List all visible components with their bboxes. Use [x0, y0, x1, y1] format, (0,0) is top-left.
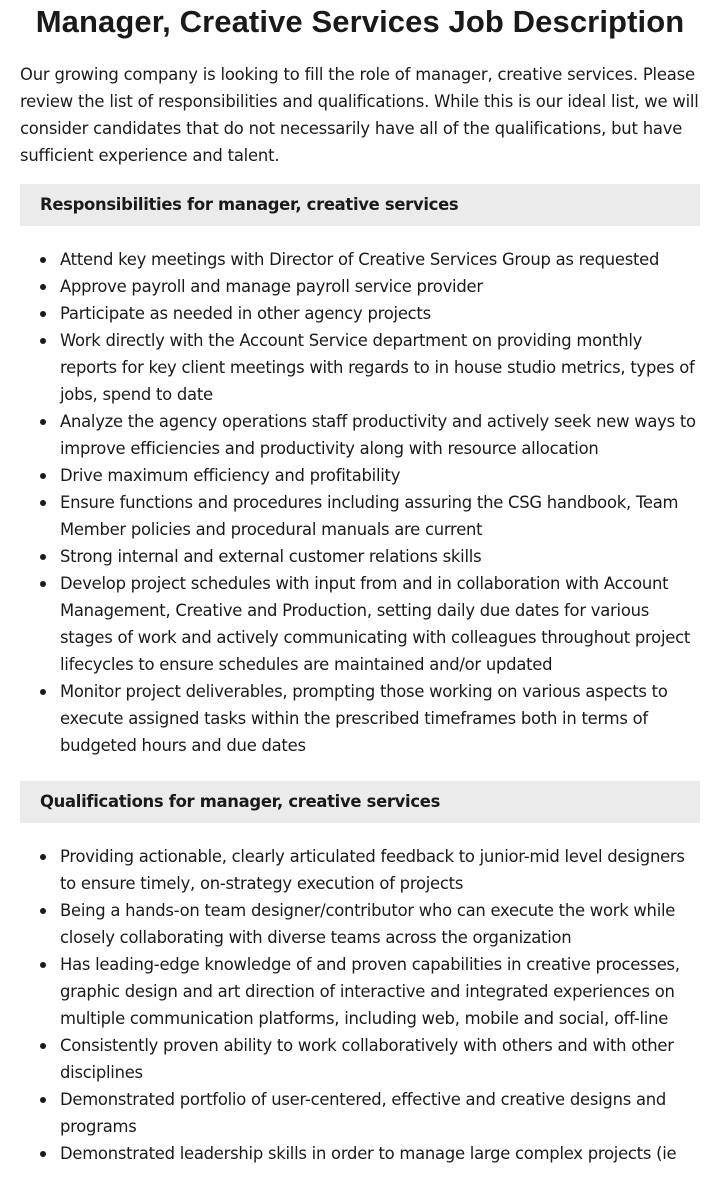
page-title: Manager, Creative Services Job Description [35, 4, 685, 39]
list-item: Monitor project deliverables, prompting those working on various aspects to execute assigned tasks within the prescribed timeframes both in terms of budgeted hours and due dates [20, 678, 700, 759]
list-item: Has leading-edge knowledge of and proven capabilities in creative processes, graphic design and art direction of interactive and integrated experiences on multiple communication platforms, including web, mobile and social, off-line [20, 951, 700, 1032]
intro-paragraph: Our growing company is looking to fill the role of manager, creative services. Please review the list of responsibilities and qualifications. While this is our ideal list, we will consider candidates that do not necessarily have all of the qualifications, but have sufficient experience and talent. [20, 65, 699, 165]
list-item: Approve payroll and manage payroll service provider [20, 273, 700, 300]
list-item: Attend key meetings with Director of Creative Services Group as requested [20, 246, 700, 273]
list-item: Drive maximum efficiency and profitability [20, 462, 700, 489]
list-item: Work directly with the Account Service department on providing monthly reports for key client meetings with regards to in house studio metrics, types of jobs, spend to date [20, 327, 700, 408]
list-item: Develop project schedules with input from and in collaboration with Account Management, Creative and Production, setting daily due dates for various stages of work and actively communicating with colleagues throughout project lifecycles to ensure schedules are maintained and/or updated [20, 570, 700, 678]
list-item: Demonstrated leadership skills in order to manage large complex projects (ie [20, 1140, 700, 1167]
list-item: Ensure functions and procedures including assuring the CSG handbook, Team Member policies and procedural manuals are current [20, 489, 700, 543]
qualifications-heading: Qualifications for manager, creative services [20, 781, 700, 823]
responsibilities-heading: Responsibilities for manager, creative services [20, 184, 700, 226]
list-item: Participate as needed in other agency projects [20, 300, 700, 327]
list-item: Being a hands-on team designer/contributor who can execute the work while closely collaborating with diverse teams across the organization [20, 897, 700, 951]
list-item: Demonstrated portfolio of user-centered, effective and creative designs and programs [20, 1086, 700, 1140]
list-item: Analyze the agency operations staff productivity and actively seek new ways to improve efficiencies and productivity along with resource allocation [20, 408, 700, 462]
qualifications-list [20, 843, 700, 1167]
list-item: Consistently proven ability to work collaboratively with others and with other disciplines [20, 1032, 700, 1086]
list-item: Providing actionable, clearly articulated feedback to junior-mid level designers to ensure timely, on-strategy execution of projects [20, 843, 700, 897]
list-item: Strong internal and external customer relations skills [20, 543, 700, 570]
responsibilities-list [20, 246, 700, 759]
